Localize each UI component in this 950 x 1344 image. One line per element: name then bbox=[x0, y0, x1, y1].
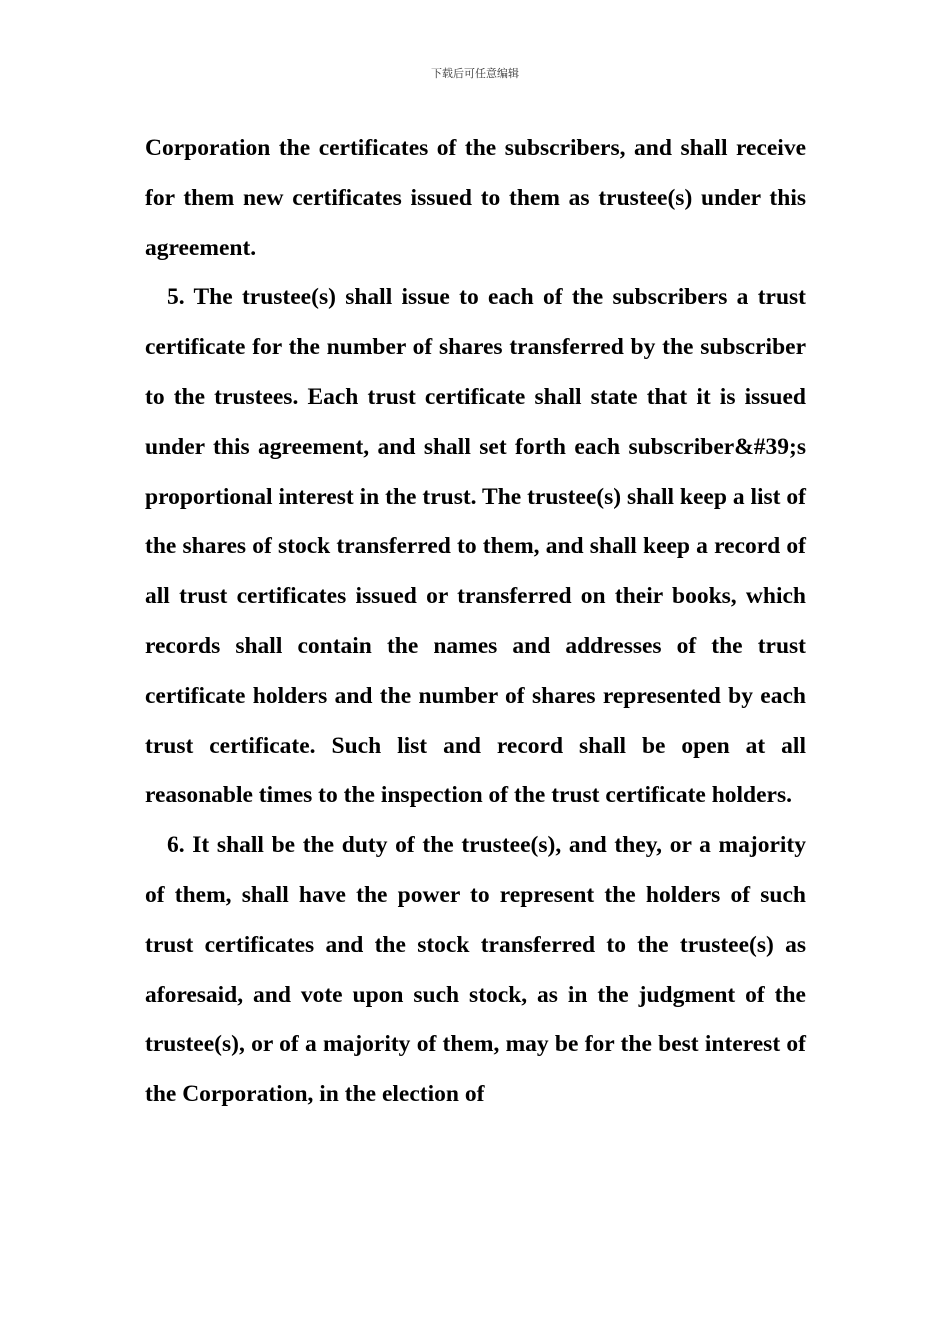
paragraph-clause-6: 6. It shall be the duty of the trustee(s), and they, or a majority of them, shall have the power to represent the holders of such trust certificates and the stock transferred to the trustee(s) as aforesaid, and vote upon such stock, as in the judgment of the trustee(s), or of a majority of them, may be for the best interest of the Corporation, in the election of bbox=[145, 832, 806, 1108]
header-note: 下载后可任意编辑 bbox=[431, 67, 519, 80]
paragraph-clause-5: 5. The trustee(s) shall issue to each of the subscribers a trust certificate for the number of shares transferred by the subscriber to the trustees. Each trust certificate shall state that it is issued under this agreement, and shall set forth each subscriber&#39;s proportional interest in the trust. The trustee(s) shall keep a list of the shares of stock transferred to them, and shall keep a record of all trust certificates issued or transferred on their books, which records shall contain the names and addresses of the trust certificate holders and the number of shares represented by each trust certificate. Such list and record shall be open at all reasonable times to the inspection of the trust certificate holders. bbox=[145, 284, 806, 809]
paragraph-continuation: Corporation the certificates of the subscribers, and shall receive for them new certificates issued to them as trustee(s) under this agreement. bbox=[145, 135, 806, 261]
document-body bbox=[145, 124, 806, 1120]
